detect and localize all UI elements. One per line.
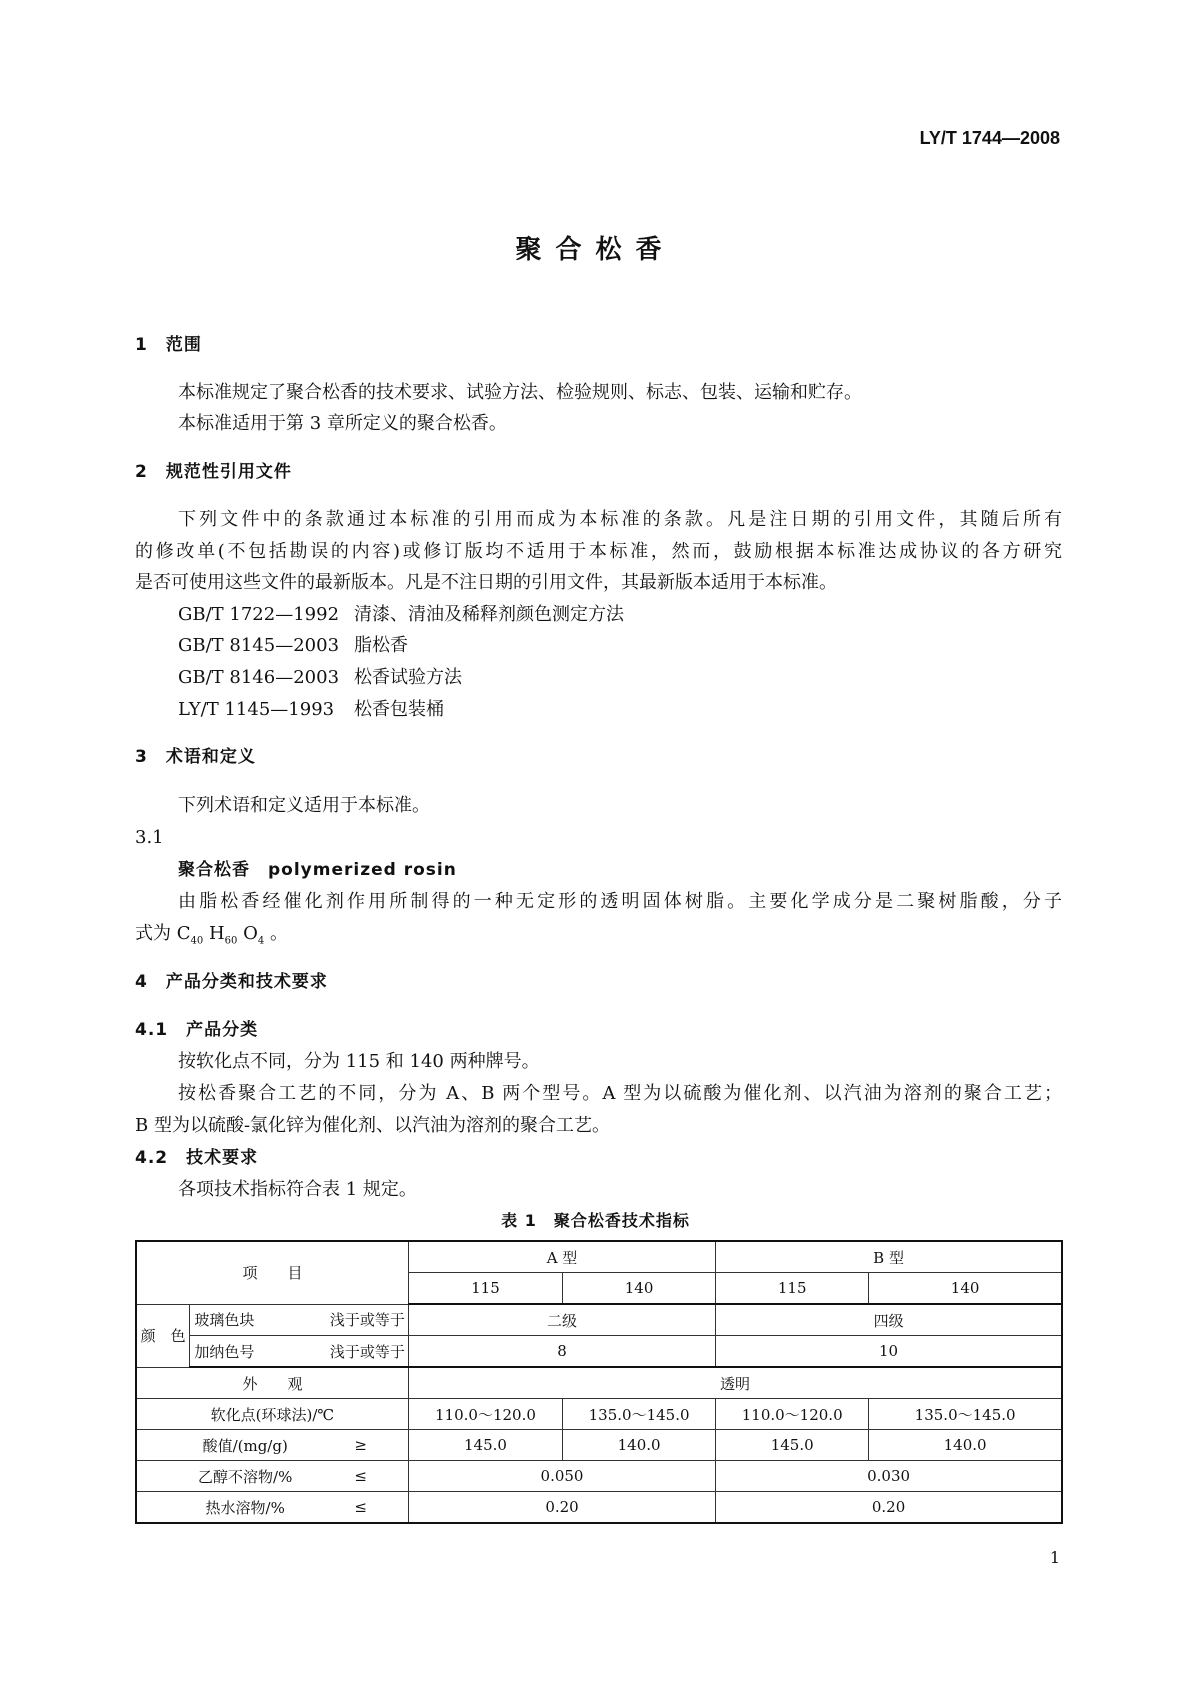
hot-water-label: 热水溶物/%	[136, 1492, 313, 1524]
ref-name: 松香试验方法	[354, 667, 462, 688]
paragraph: 按松香聚合工艺的不同，分为 A、B 两个型号。A 型为以硫酸为催化剂、以汽油为溶剂的聚合工艺；	[178, 1083, 1062, 1104]
paragraph: 是否可使用这些文件的最新版本。凡是不注日期的引用文件，其最新版本适用于本标准。	[135, 572, 837, 593]
ref-code: GB/T 1722—1992	[178, 604, 340, 625]
definition-formula: 式为 $C_{40}$ $H_{60}$ $O_4$ 。	[135, 923, 288, 947]
ge-sign: ≥	[313, 1430, 408, 1461]
reference-item	[178, 634, 408, 658]
paragraph: 各项技术指标符合表 1 规定。	[178, 1179, 417, 1200]
cell: 四级	[716, 1304, 1062, 1336]
spec-table	[135, 1240, 1063, 1524]
standard-number: LY/T 1744—2008	[919, 128, 1060, 148]
cell: 140.0	[563, 1430, 716, 1461]
type-b-header: B 型	[716, 1241, 1062, 1273]
le-text: 浅于或等于	[313, 1304, 408, 1336]
type-a-header: A 型	[408, 1241, 715, 1273]
grade: 140	[869, 1273, 1062, 1305]
reference-item	[178, 698, 444, 722]
cell: 8	[408, 1336, 715, 1368]
ref-code: GB/T 8146—2003	[178, 667, 340, 688]
definition: 由脂松香经催化剂作用所制得的一种无定形的透明固体树脂。主要化学成分是二聚树脂酸，分子	[178, 891, 1062, 912]
reference-item	[178, 666, 462, 690]
section-3-heading: 3 术语和定义	[135, 747, 256, 767]
ref-name: 脂松香	[354, 635, 408, 656]
grade: 140	[563, 1273, 716, 1305]
le-sign: ≤	[313, 1492, 408, 1524]
cell: 110.0～120.0	[408, 1399, 562, 1430]
cell: 145.0	[408, 1430, 562, 1461]
section-4-2-heading: 4.2 技术要求	[135, 1148, 259, 1168]
section-1-heading: 1 范围	[135, 335, 202, 355]
paragraph: 的修改单(不包括勘误的内容)或修订版均不适用于本标准，然而，鼓励根据本标准达成协议的各方研究	[135, 541, 1062, 562]
paragraph: 按软化点不同，分为 115 和 140 两种牌号。	[178, 1051, 540, 1072]
section-4-heading: 4 产品分类和技术要求	[135, 972, 328, 992]
cell: 135.0～145.0	[563, 1399, 716, 1430]
paragraph: 下列术语和定义适用于本标准。	[178, 795, 430, 816]
paragraph: 本标准规定了聚合松香的技术要求、试验方法、检验规则、标志、包装、运输和贮存。	[178, 382, 862, 403]
ethanol-label: 乙醇不溶物/%	[136, 1461, 313, 1492]
ref-name: 松香包装桶	[354, 699, 444, 720]
le-sign: ≤	[313, 1461, 408, 1492]
ref-name: 清漆、清油及稀释剂颜色测定方法	[354, 604, 624, 625]
paragraph: 下列文件中的条款通过本标准的引用而成为本标准的条款。凡是注日期的引用文件，其随后所有	[178, 509, 1062, 530]
cell: 135.0～145.0	[869, 1399, 1062, 1430]
acid-label: 酸值/(mg/g)	[136, 1430, 313, 1461]
cell: 0.20	[716, 1492, 1062, 1524]
cell: 0.050	[408, 1461, 715, 1492]
cell: 140.0	[869, 1430, 1062, 1461]
item-header: 项 目	[136, 1241, 408, 1304]
cell: 0.030	[716, 1461, 1062, 1492]
cell: 二级	[408, 1304, 715, 1336]
page-number: 1	[1049, 1548, 1060, 1567]
color-label: 颜 色	[136, 1304, 190, 1367]
clause-number: 3.1	[135, 827, 164, 848]
grade: 115	[716, 1273, 869, 1305]
section-4-1-heading: 4.1 产品分类	[135, 1020, 259, 1040]
page-title: 聚合松香	[515, 235, 676, 265]
cell: 110.0～120.0	[716, 1399, 869, 1430]
section-2-heading: 2 规范性引用文件	[135, 462, 292, 482]
ref-code: LY/T 1145—1993	[178, 699, 335, 720]
reference-item	[178, 603, 624, 627]
le-text: 浅于或等于	[313, 1336, 408, 1368]
softening-label: 软化点(环球法)/℃	[136, 1399, 408, 1430]
appearance-label: 外 观	[136, 1367, 408, 1399]
paragraph: B 型为以硫酸-氯化锌为催化剂、以汽油为溶剂的聚合工艺。	[135, 1115, 611, 1136]
gardner-label: 加纳色号	[190, 1336, 314, 1368]
ref-code: GB/T 8145—2003	[178, 635, 340, 656]
cell: 0.20	[408, 1492, 715, 1524]
glass-label: 玻璃色块	[190, 1304, 314, 1336]
term: 聚合松香 polymerized rosin	[178, 860, 457, 880]
table-caption: 表 1 聚合松香技术指标	[501, 1211, 690, 1230]
paragraph: 本标准适用于第 3 章所定义的聚合松香。	[178, 413, 507, 434]
cell: 10	[716, 1336, 1062, 1368]
cell: 透明	[408, 1367, 1062, 1399]
grade: 115	[408, 1273, 562, 1305]
cell: 145.0	[716, 1430, 869, 1461]
